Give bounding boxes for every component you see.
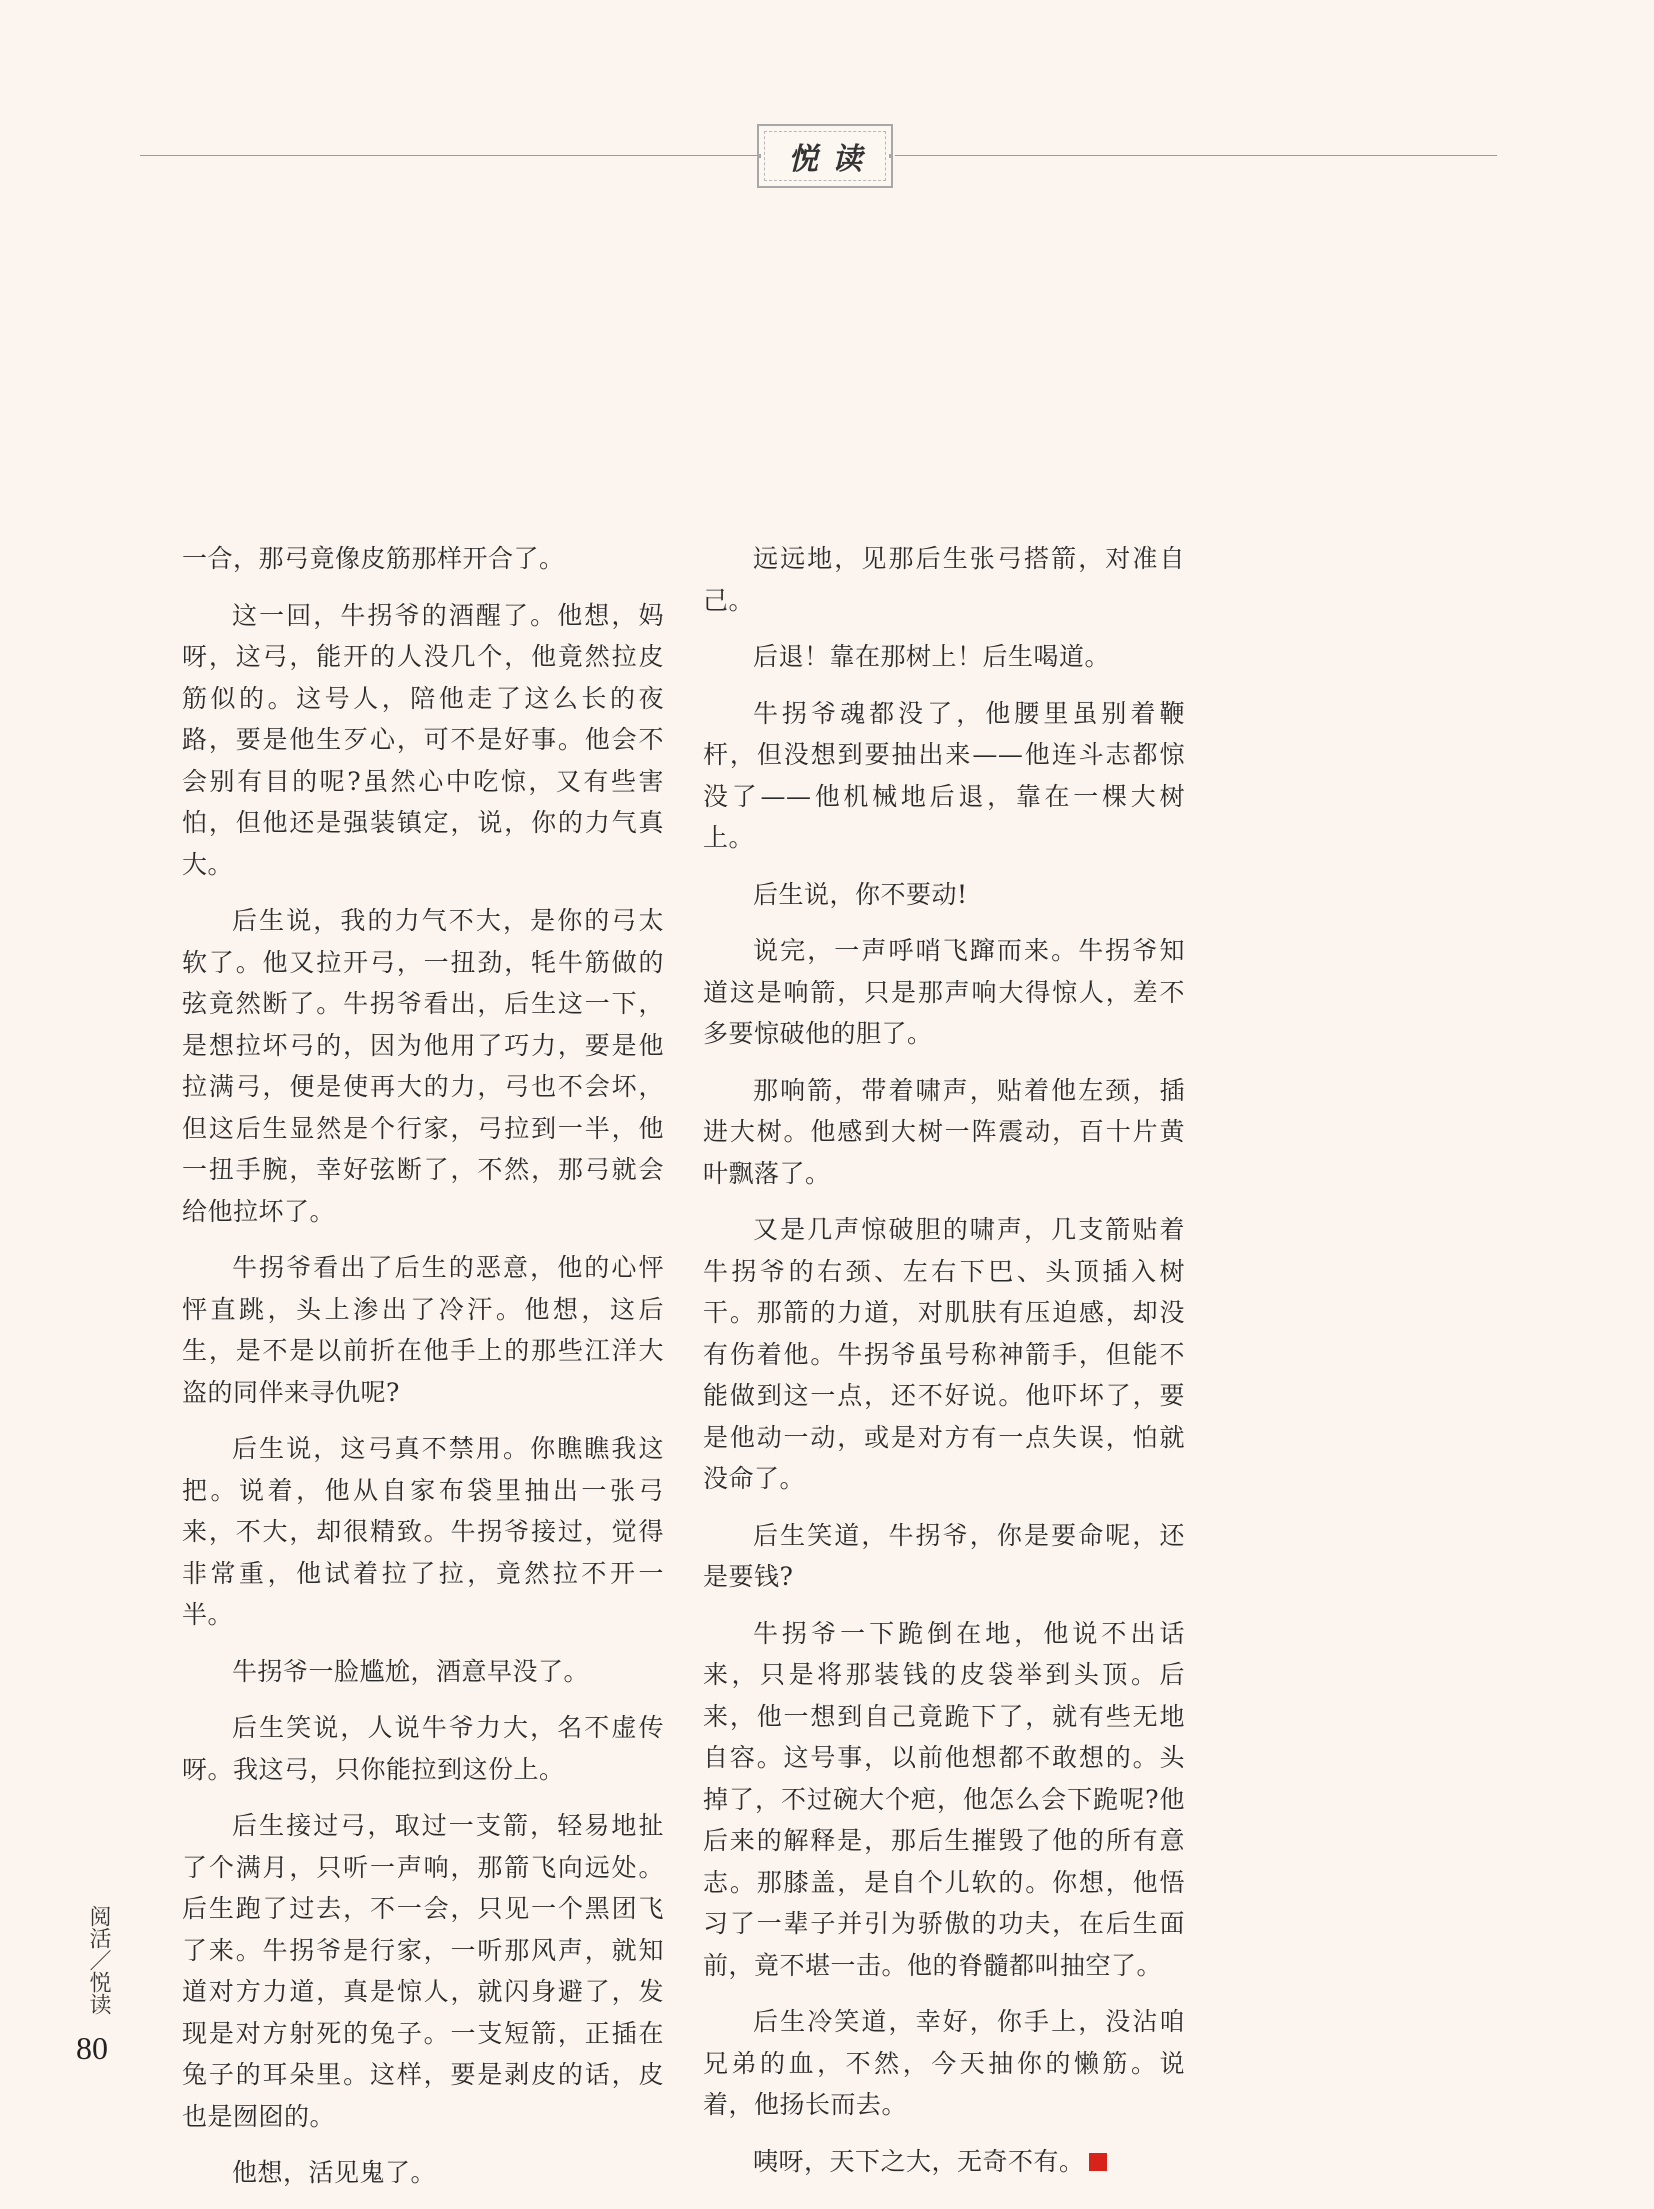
- end-of-article-mark: [1089, 2153, 1107, 2171]
- paragraph: 后生接过弓，取过一支箭，轻易地扯了个满月，只听一声响，那箭飞向远处。后生跑了过去，不一会，只见一个黑团飞了来。牛拐爷是行家，一听那风声，就知道对方力道，真是惊人，就闪身避了，发现是对方射死的兔子。一支短箭，正插在兔子的耳朵里。这样，要是剥皮的话，皮也是囫囵的。: [182, 1811, 664, 2131]
- paragraph: 牛拐爷魂都没了，他腰里虽别着鞭杆，但没想到要抽出来——他连斗志都惊没了——他机械地后退，靠在一棵大树上。: [703, 698, 1185, 852]
- paragraph: 那响箭，带着啸声，贴着他左颈，插进大树。他感到大树一阵震动，百十片黄叶飘落了。: [703, 1075, 1185, 1188]
- paragraph: 后生笑说，人说牛爷力大，名不虚传呀。我这弓，只你能拉到这份上。: [182, 1713, 664, 1784]
- article-column-left: [182, 538, 664, 2209]
- article-column-right: [703, 538, 1185, 2197]
- header-badge: [757, 124, 893, 188]
- paragraph: 又是几声惊破胆的啸声，几支箭贴着牛拐爷的右颈、左右下巴、头顶插入树干。那箭的力道，对肌肤有压迫感，却没有伤着他。牛拐爷虽号称神箭手，但能不能做到这一点，还不好说。他吓坏了，要是他动一动，或是对方有一点失误，怕就没命了。: [703, 1215, 1185, 1493]
- header-title: 悦读: [788, 142, 876, 177]
- final-paragraph: [703, 2141, 1185, 2183]
- page-number: 80: [76, 2030, 108, 2066]
- paragraph: 牛拐爷一下跪倒在地，他说不出话来，只是将那装钱的皮袋举到头顶。后来，他一想到自己竟跪下了，就有些无地自容。这号事，以前他想都不敢想的。头掉了，不过碗大个疤，他怎么会下跪呢?他后来的解释是，那后生摧毁了他的所有意志。那膝盖，是自个儿软的。你想，他悟习了一辈子并引为骄傲的功夫，在后生面前，竟不堪一击。他的脊髓都叫抽空了。: [703, 1618, 1185, 1980]
- paragraph: 说完，一声呼哨飞蹿而来。牛拐爷知道这是响箭，只是那声响大得惊人，差不多要惊破他的胆了。: [703, 936, 1185, 1048]
- paragraph: 后生冷笑道，幸好，你手上，没沾咱兄弟的血，不然，今天抽你的懒筋。说着，他扬长而去。: [703, 2007, 1185, 2119]
- paragraph: 后生说，你不要动!: [753, 879, 968, 909]
- section-label: 阅活／悦读: [87, 1905, 112, 2015]
- paragraph: 这一回，牛拐爷的酒醒了。他想，妈呀，这弓，能开的人没几个，他竟然拉皮筋似的。这号人，陪他走了这么长的夜路，要是他生歹心，可不是好事。他会不会别有目的呢?虽然心中吃惊，又有些害怕，但他还是强装镇定，说，你的力气真大。: [182, 600, 664, 879]
- paragraph: 牛拐爷看出了后生的恶意，他的心怦怦直跳，头上渗出了冷汗。他想，这后生，是不是以前折在他手上的那些江洋大盗的同伴来寻仇呢?: [182, 1253, 664, 1407]
- paragraph: 后生笑道，牛拐爷，你是要命呢，还是要钱?: [703, 1520, 1185, 1591]
- paragraph: 远远地，见那后生张弓搭箭，对准自己。: [703, 544, 1185, 615]
- paragraph: 一合，那弓竟像皮筋那样开合了。: [182, 544, 565, 573]
- header-rule-left: [140, 155, 757, 156]
- paragraph: 后退！靠在那树上！后生喝道。: [753, 642, 1111, 671]
- paragraph: 他想，活见鬼了。: [232, 2158, 437, 2187]
- final-paragraph-text: 咦呀，天下之大，无奇不有。: [753, 2146, 1085, 2176]
- paragraph: 后生说，这弓真不禁用。你瞧瞧我这把。说着，他从自家布袋里抽出一张弓来，不大，却很精致。牛拐爷接过，觉得非常重，他试着拉了拉，竟然拉不开一半。: [182, 1434, 664, 1629]
- paragraph: 牛拐爷一脸尴尬，酒意早没了。: [232, 1656, 590, 1686]
- paragraph: 后生说，我的力气不大，是你的弓太软了。他又拉开弓，一扭劲，牦牛筋做的弦竟然断了。牛拐爷看出，后生这一下，是想拉坏弓的，因为他用了巧力，要是他拉满弓，便是使再大的力，弓也不会坏，但这后生显然是个行家，弓拉到一半，他一扭手腕，幸好弦断了，不然，那弓就会给他拉坏了。: [182, 906, 664, 1226]
- header-rule-right: [895, 155, 1497, 156]
